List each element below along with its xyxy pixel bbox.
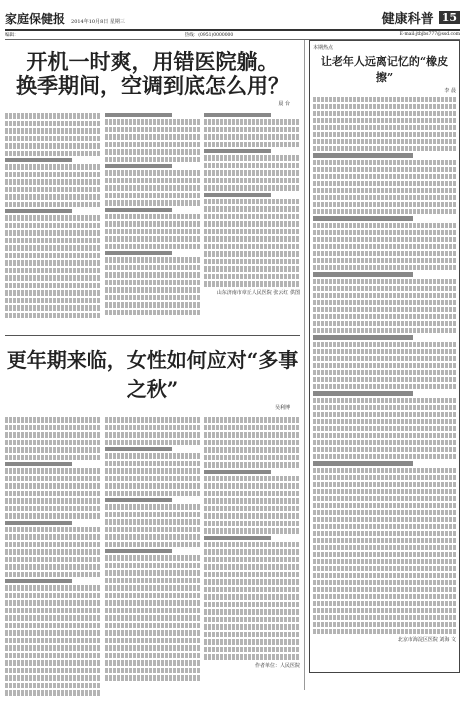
- article1-byline: 晨 台: [278, 101, 290, 107]
- sidebar-credit: 北京市海淀区医院 刘海 文: [397, 637, 456, 643]
- article1-headline: 开机一时爽，用错医院躺。 换季期间，空调到底怎么用？: [16, 49, 289, 98]
- sidebar-tag: 本期热点: [313, 45, 334, 51]
- editor-label: 编辑：: [5, 33, 19, 38]
- sidebar-body: [313, 97, 456, 643]
- email: E-mail:jtbjbs777@ssd.com: [399, 32, 460, 37]
- article2-credit: 作者单位：人民医院: [254, 662, 300, 669]
- section-title: 健康科普: [381, 12, 434, 27]
- left-column: [5, 40, 305, 690]
- hotline: 热线：(0951)0000000: [184, 33, 234, 38]
- article2-col2: [105, 415, 201, 715]
- sidebar-byline: 李 晨: [444, 88, 456, 94]
- article2-byline: 吴利博: [274, 405, 290, 411]
- article2-col1: [5, 415, 101, 715]
- article2-body: [5, 415, 300, 715]
- article1-body: [5, 111, 300, 331]
- contact-bar: [5, 31, 460, 40]
- article2-headline: 更年期来临，女性如何应对“多事之秋”: [6, 348, 299, 401]
- masthead: [5, 3, 460, 31]
- article1-col2: [105, 111, 201, 331]
- article1-credit: 山东济南市章丘人民医院 张云红 供图: [216, 289, 300, 296]
- article1-col1: [5, 111, 101, 331]
- sidebar-headline: 让老年人远离记忆的“橡皮擦”: [320, 55, 449, 84]
- page-number: 15: [439, 11, 460, 24]
- right-column: [305, 40, 460, 690]
- article1-col3: [204, 111, 300, 331]
- issue-date: 2014年10月8日 星期三: [71, 19, 125, 25]
- sidebar-box: [309, 40, 460, 673]
- paper-title: 家庭保健报: [5, 12, 66, 26]
- article2-col3: [204, 415, 300, 715]
